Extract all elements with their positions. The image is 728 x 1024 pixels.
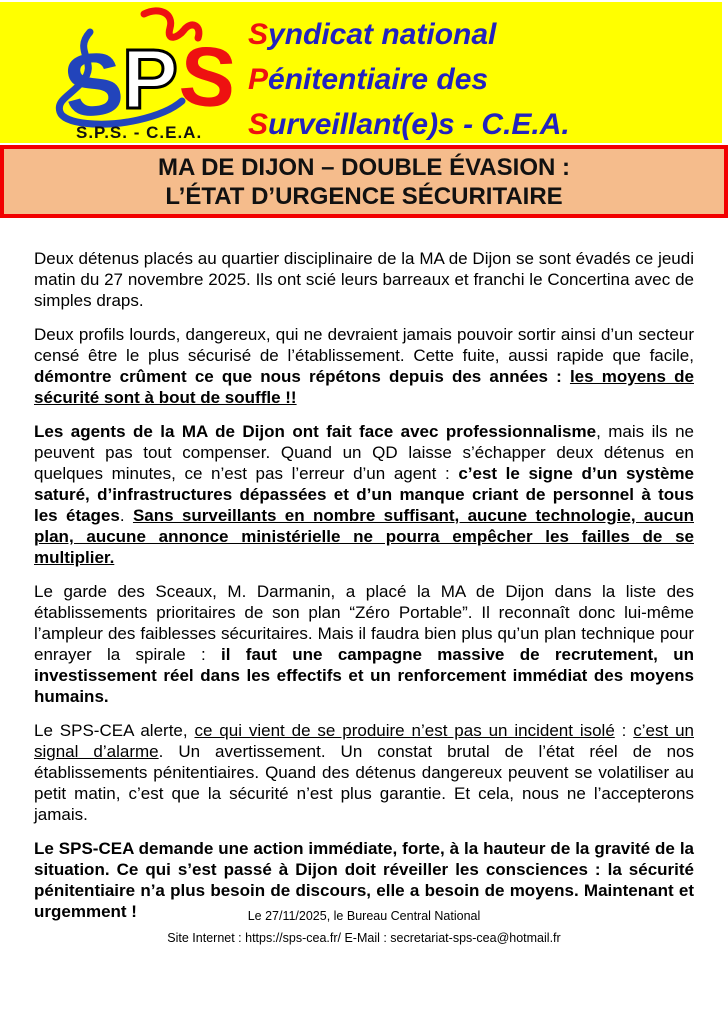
union-name-initial: P <box>248 63 269 96</box>
union-name-text: urveillant(e)s - C.E.A. <box>268 108 570 141</box>
logo-letter-p: P <box>122 32 179 126</box>
union-name-line-3 <box>248 102 570 147</box>
paragraph <box>34 581 694 707</box>
logo-letter-s2: S <box>175 27 240 126</box>
union-name-line-2 <box>248 57 570 102</box>
union-name-line-1 <box>248 12 570 57</box>
paragraph <box>34 421 694 568</box>
text-run: il faut une campagne massive de recrutement, un investissement réel dans les effectifs et un renforcement immédiat des moyens humains. <box>34 645 694 706</box>
text-run: démontre crûment ce que nous répétons depuis des années : <box>34 367 570 386</box>
text-run: , mais ils ne peuvent pas tout compenser. Quand un QD laisse s’échapper deux détenus en quelques minutes, ce n’est pas l’erreur d’un agent : <box>34 422 694 483</box>
headline-line-1: MA DE DIJON – DOUBLE ÉVASION : <box>157 153 571 181</box>
text-run: . <box>119 506 133 525</box>
text-run: Le garde des Sceaux, M. Darmanin, a placé la MA de Dijon dans la liste des établissements prioritaires de son plan “Zéro Portable”. Il reconnaît donc lui-même l’ampleur des faiblesses sécuritaires. Mais il faudra bien plus qu’un plan technique pour enrayer la spirale : <box>34 582 694 664</box>
body-text <box>34 248 694 935</box>
text-run: Sans surveillants en nombre suffisant, aucune technologie, aucun plan, aucune annonce ministérielle ne pourra empêcher les failles de se multiplier. <box>34 506 694 567</box>
union-name-text: énitentiaire des <box>268 63 489 96</box>
text-run: Le SPS-CEA demande une action immédiate, forte, à la hauteur de la gravité de la situation. Ce qui s’est passé à Dijon doit réveiller les consciences : la sécurité pénitentiaire n’a plus besoin de discours, elle a besoin de moyens. Maintenant et urgemment ! <box>34 839 694 921</box>
text-run: Le SPS-CEA alerte, <box>34 721 195 740</box>
text-run: c’est le signe d’un système saturé, d’infrastructures dépassées et d’un manque criant de personnel à tous les étages <box>34 464 694 525</box>
union-logo <box>42 4 242 144</box>
text-run: . Un avertissement. Un constat brutal de l’état réel de nos établissements pénitentiaires. Quand des détenus dangereux peuvent se volatiliser au petit matin, c’est que la sécurité n’est plus garantie. Et cela, nous ne l’accepterons jamais. <box>34 742 695 824</box>
paragraph <box>34 248 694 311</box>
logo-letter-s1: S <box>58 32 128 137</box>
headline-line-2: L’ÉTAT D’URGENCE SÉCURITAIRE <box>165 182 563 210</box>
paragraph <box>34 324 694 408</box>
text-run: Deux détenus placés au quartier disciplinaire de la MA de Dijon se sont évadés ce jeudi matin du 27 novembre 2025. Ils ont scié leurs barreaux et franchi le Concertina avec de simples draps. <box>34 249 694 310</box>
footer-contact-line: Site Internet : https://sps-cea.fr/ E-Mail : secretariat-sps-cea@hotmail.fr <box>167 931 561 945</box>
text-run: Deux profils lourds, dangereux, qui ne devraient jamais pouvoir sortir ainsi d’un secteur censé être le plus sécurisé de l’établissement. Cette fuite, aussi rapide que facile, <box>34 325 694 365</box>
footer <box>0 905 728 949</box>
union-name <box>248 12 570 147</box>
union-name-initial: S <box>248 18 269 51</box>
text-run: : <box>614 721 634 740</box>
text-run: les moyens de sécurité sont à bout de souffle !! <box>34 367 694 407</box>
paragraph <box>34 720 694 825</box>
text-run: c’est un signal d’alarme <box>34 721 694 761</box>
union-name-initial: S <box>248 108 269 141</box>
headline-banner <box>0 145 728 218</box>
logo-caption: S.P.S. - C.E.A. <box>76 123 203 142</box>
union-name-text: yndicat national <box>268 18 497 51</box>
footer-date-line: Le 27/11/2025, le Bureau Central National <box>247 909 481 923</box>
text-run: ce qui vient de se produire n’est pas un incident isolé <box>194 721 615 740</box>
text-run: Les agents de la MA de Dijon ont fait face avec professionnalisme <box>34 422 597 441</box>
masthead <box>0 2 722 143</box>
